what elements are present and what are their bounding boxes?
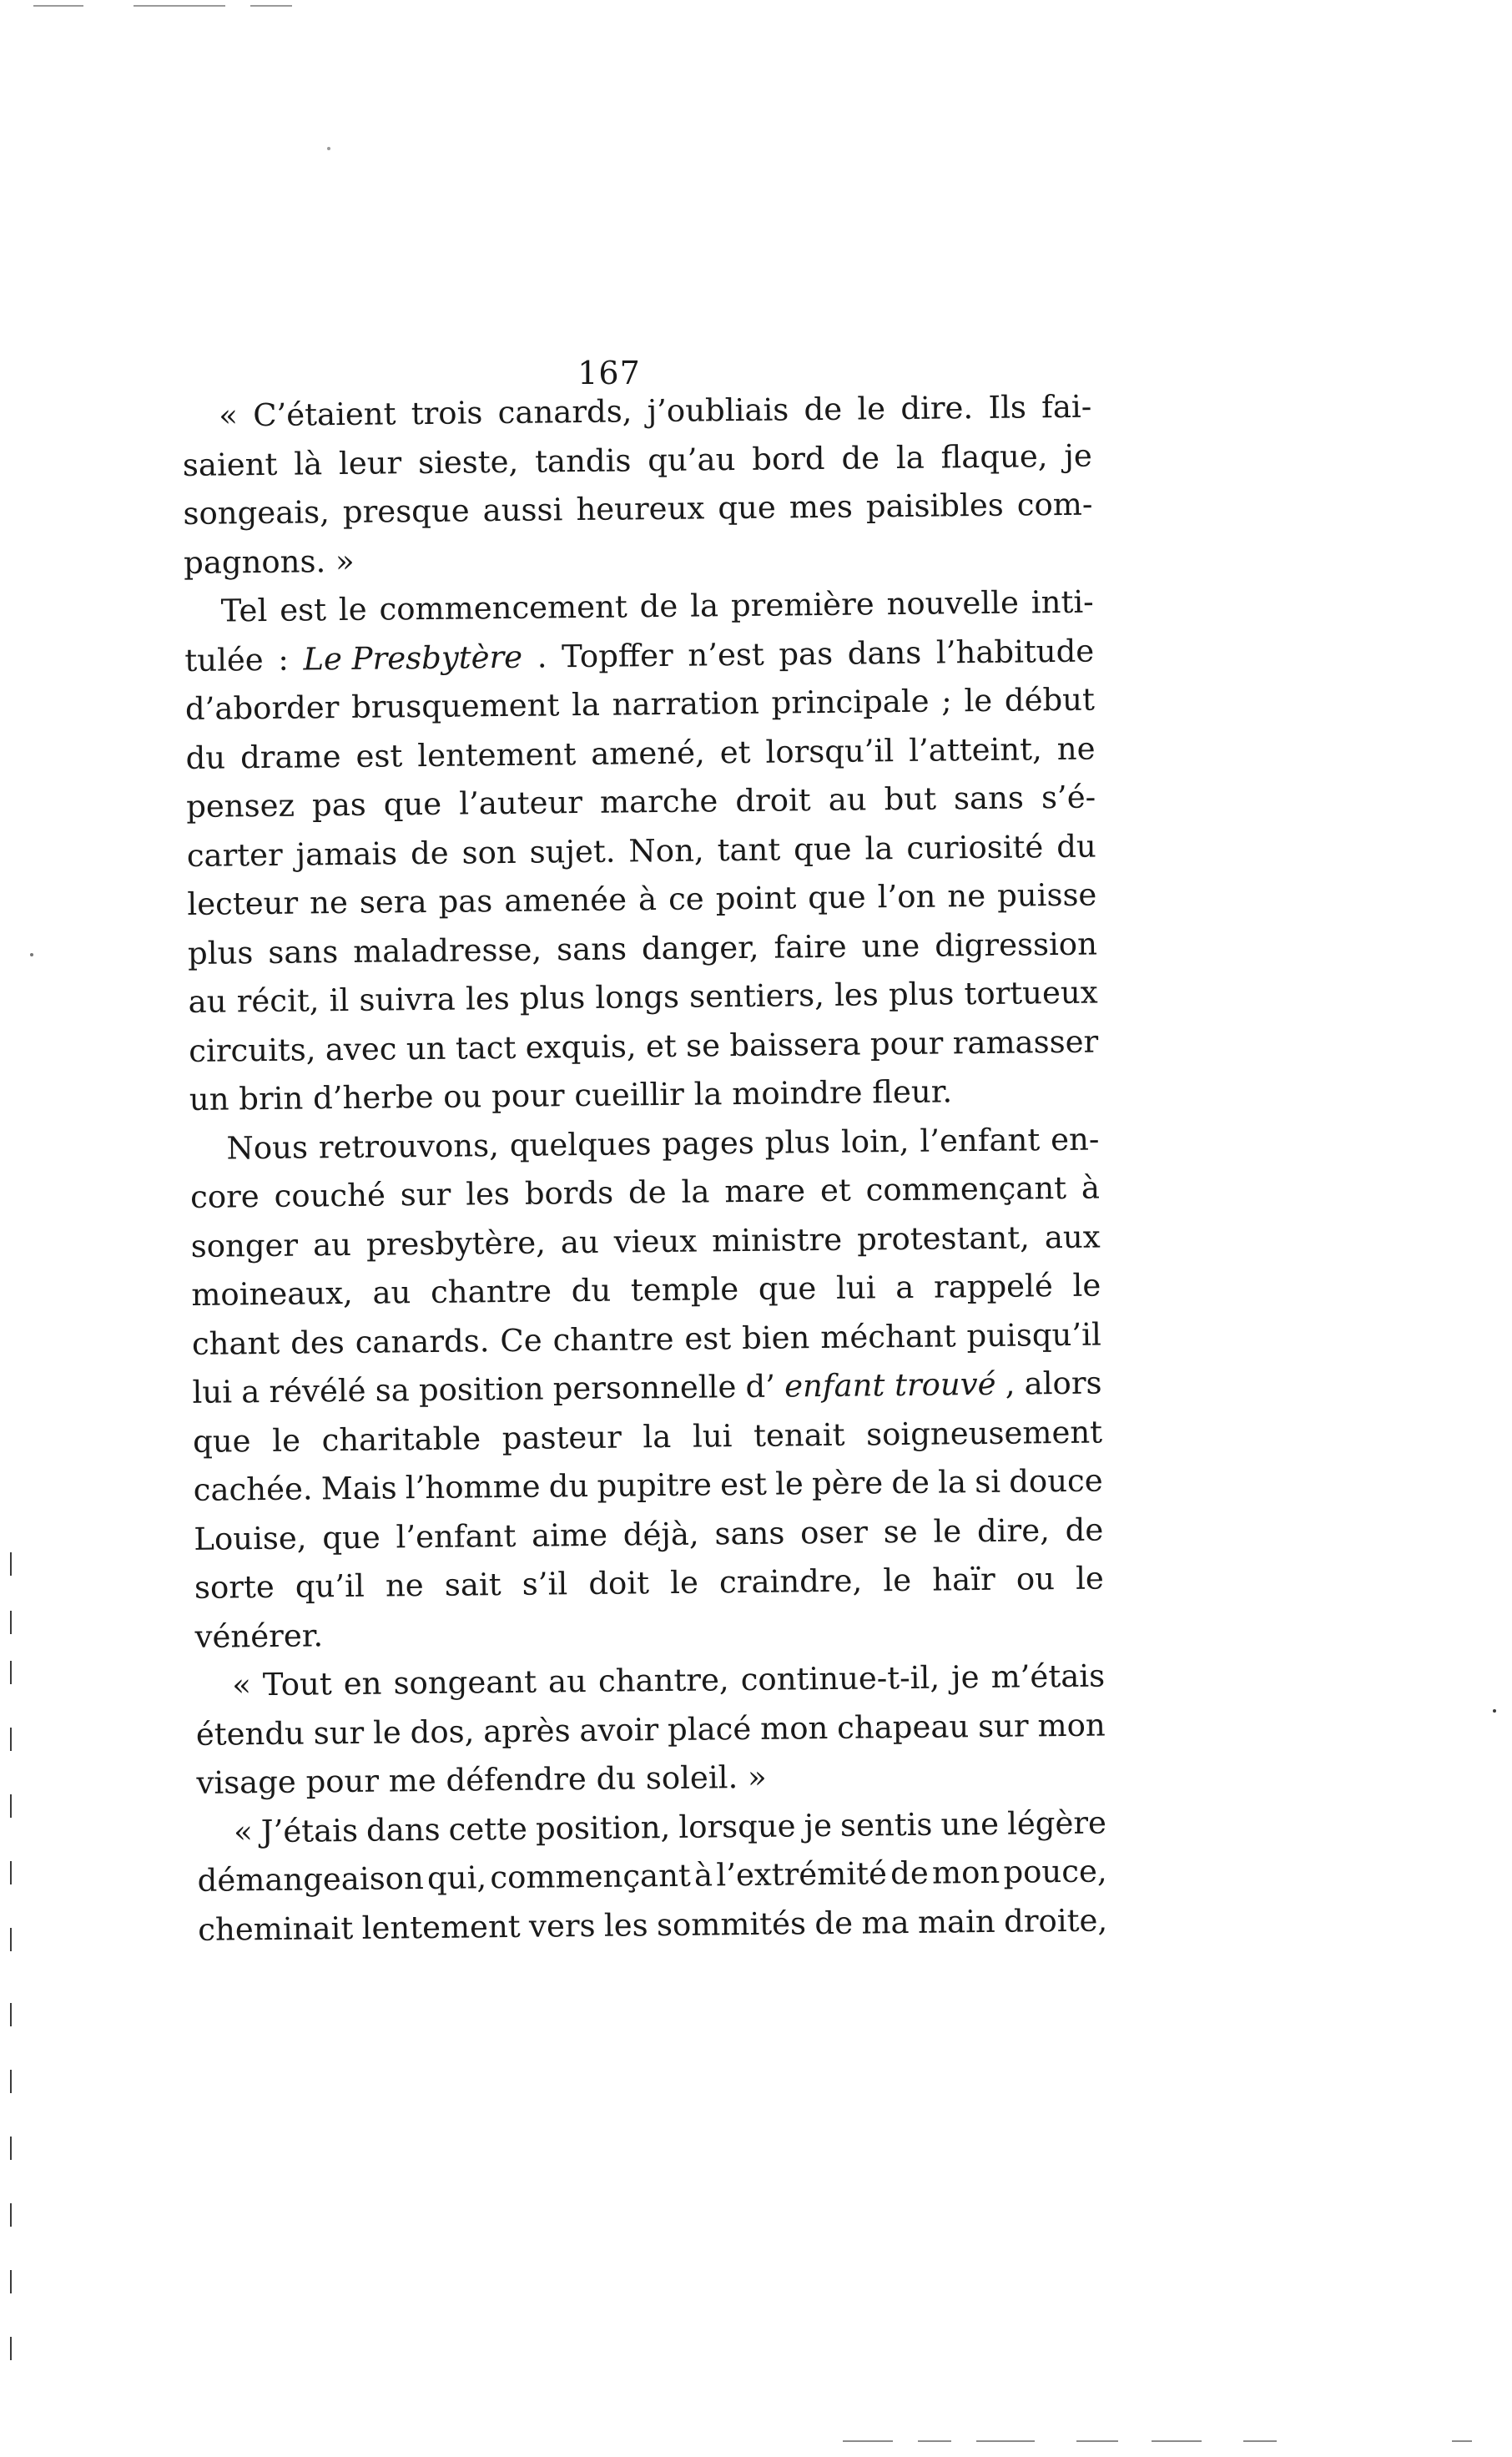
- text-line: « J’étais dans cette position, lorsque je sentis une légère: [233, 1804, 1107, 1849]
- text-line: cheminait lentement vers les sommités de ma main droite,: [198, 1901, 1108, 1948]
- text-line: d’aborder brusquement la narration principale ; le début: [184, 681, 1096, 727]
- text-line-with-italic: lui a révélé sa position personnelle d’ enfant trouvé , alors: [192, 1365, 1102, 1410]
- text-line: circuits, avec un tact exquis, et se baissera pour ramasser: [189, 1023, 1099, 1069]
- text-line: core couché sur les bords de la mare et commençant à: [189, 1169, 1101, 1215]
- text-line: lecteur ne sera pas amenée à ce point que l’on ne puisse: [187, 876, 1097, 922]
- text-line: au récit, il suivra les plus longs sentiers, les plus tortueux: [188, 974, 1098, 1020]
- text-line: moineaux, au chantre du temple que lui a rappelé le: [191, 1267, 1101, 1313]
- text-line: pagnons. »: [183, 542, 355, 581]
- text-line: Nous retrouvons, quelques pages plus loin, l’enfant en-: [226, 1121, 1100, 1166]
- scan-mark: [10, 2070, 12, 2093]
- text-line: du drame est lentement amené, et lorsqu’il l’atteint, ne: [185, 730, 1096, 776]
- scan-mark: [10, 1611, 12, 1634]
- scan-mark: [30, 953, 33, 956]
- scan-mark: [1493, 1709, 1496, 1713]
- text-line-with-italic: tulée : Le Presbytère . Topffer n’est pas dans l’habitude: [184, 633, 1095, 679]
- scan-mark: [1152, 2440, 1202, 2442]
- text-line: « C’étaient trois canards, j’oubliais de le dire. Ils fai-: [219, 388, 1092, 434]
- italic-phrase: enfant trouvé: [784, 1365, 996, 1405]
- scan-mark: [10, 2203, 12, 2227]
- text-line: Tel est le commencement de la première nouvelle inti-: [220, 583, 1094, 629]
- text-line: que le charitable pasteur la lui tenait soigneusement: [192, 1414, 1103, 1460]
- scan-mark: [327, 147, 330, 150]
- scan-mark: [1243, 2440, 1277, 2442]
- text-line: « Tout en songeant au chantre, continue-t-il, je m’étais: [231, 1657, 1106, 1703]
- text-line: songeais, presque aussi heureux que mes paisibles com-: [183, 486, 1093, 532]
- text-line: un brin d’herbe ou pour cueillir la moindre fleur.: [189, 1073, 953, 1118]
- scan-mark: [976, 2440, 1035, 2442]
- scan-mark: [10, 2137, 12, 2160]
- text-line: plus sans maladresse, sans danger, faire une digression: [187, 926, 1098, 971]
- text-line: visage pour me défendre du soleil. »: [196, 1758, 767, 1801]
- scan-mark: [10, 1661, 12, 1684]
- scan-mark: [134, 5, 225, 7]
- text-line: cachée. Mais l’homme du pupitre est le père de la si douce: [193, 1462, 1103, 1508]
- scan-mark: [33, 5, 83, 7]
- text-line: étendu sur le dos, après avoir placé mon chapeau sur mon: [195, 1706, 1106, 1753]
- scan-mark: [10, 2003, 12, 2026]
- scan-mark: [843, 2440, 893, 2442]
- scan-mark: [1452, 2440, 1472, 2442]
- text-line: saient là leur sieste, tandis qu’au bord de la flaque, je: [182, 437, 1092, 483]
- scan-mark: [10, 1728, 12, 1751]
- page-number: 167: [577, 355, 641, 391]
- scan-mark: [10, 2337, 12, 2360]
- scan-mark: [10, 1794, 12, 1818]
- text-line: vénérer.: [194, 1617, 324, 1655]
- scan-mark: [10, 2270, 12, 2293]
- scan-mark: [10, 1552, 12, 1576]
- scan-mark: [10, 1861, 12, 1884]
- italic-phrase: Le Presbytère: [303, 638, 523, 677]
- text-line: songer au presbytère, au vieux ministre protestant, aux: [190, 1218, 1101, 1264]
- text-line: démangeaison qui, commençant à l’extrémité de mon pouce,: [197, 1853, 1107, 1899]
- text-line: chant des canards. Ce chantre est bien méchant puisqu’il: [191, 1316, 1102, 1362]
- body-text: [182, 383, 1108, 1955]
- text-line: pensez pas que l’auteur marche droit au but sans s’é-: [185, 779, 1096, 825]
- scan-mark: [250, 5, 292, 7]
- scan-mark: [10, 1928, 12, 1951]
- text-line: Louise, que l’enfant aime déjà, sans oser se le dire, de: [194, 1511, 1104, 1557]
- text-line: carter jamais de son sujet. Non, tant que la curiosité du: [186, 828, 1096, 874]
- scan-mark: [1076, 2440, 1118, 2442]
- scan-mark: [918, 2440, 951, 2442]
- text-line: sorte qu’il ne sait s’il doit le craindre, le haïr ou le: [194, 1560, 1105, 1606]
